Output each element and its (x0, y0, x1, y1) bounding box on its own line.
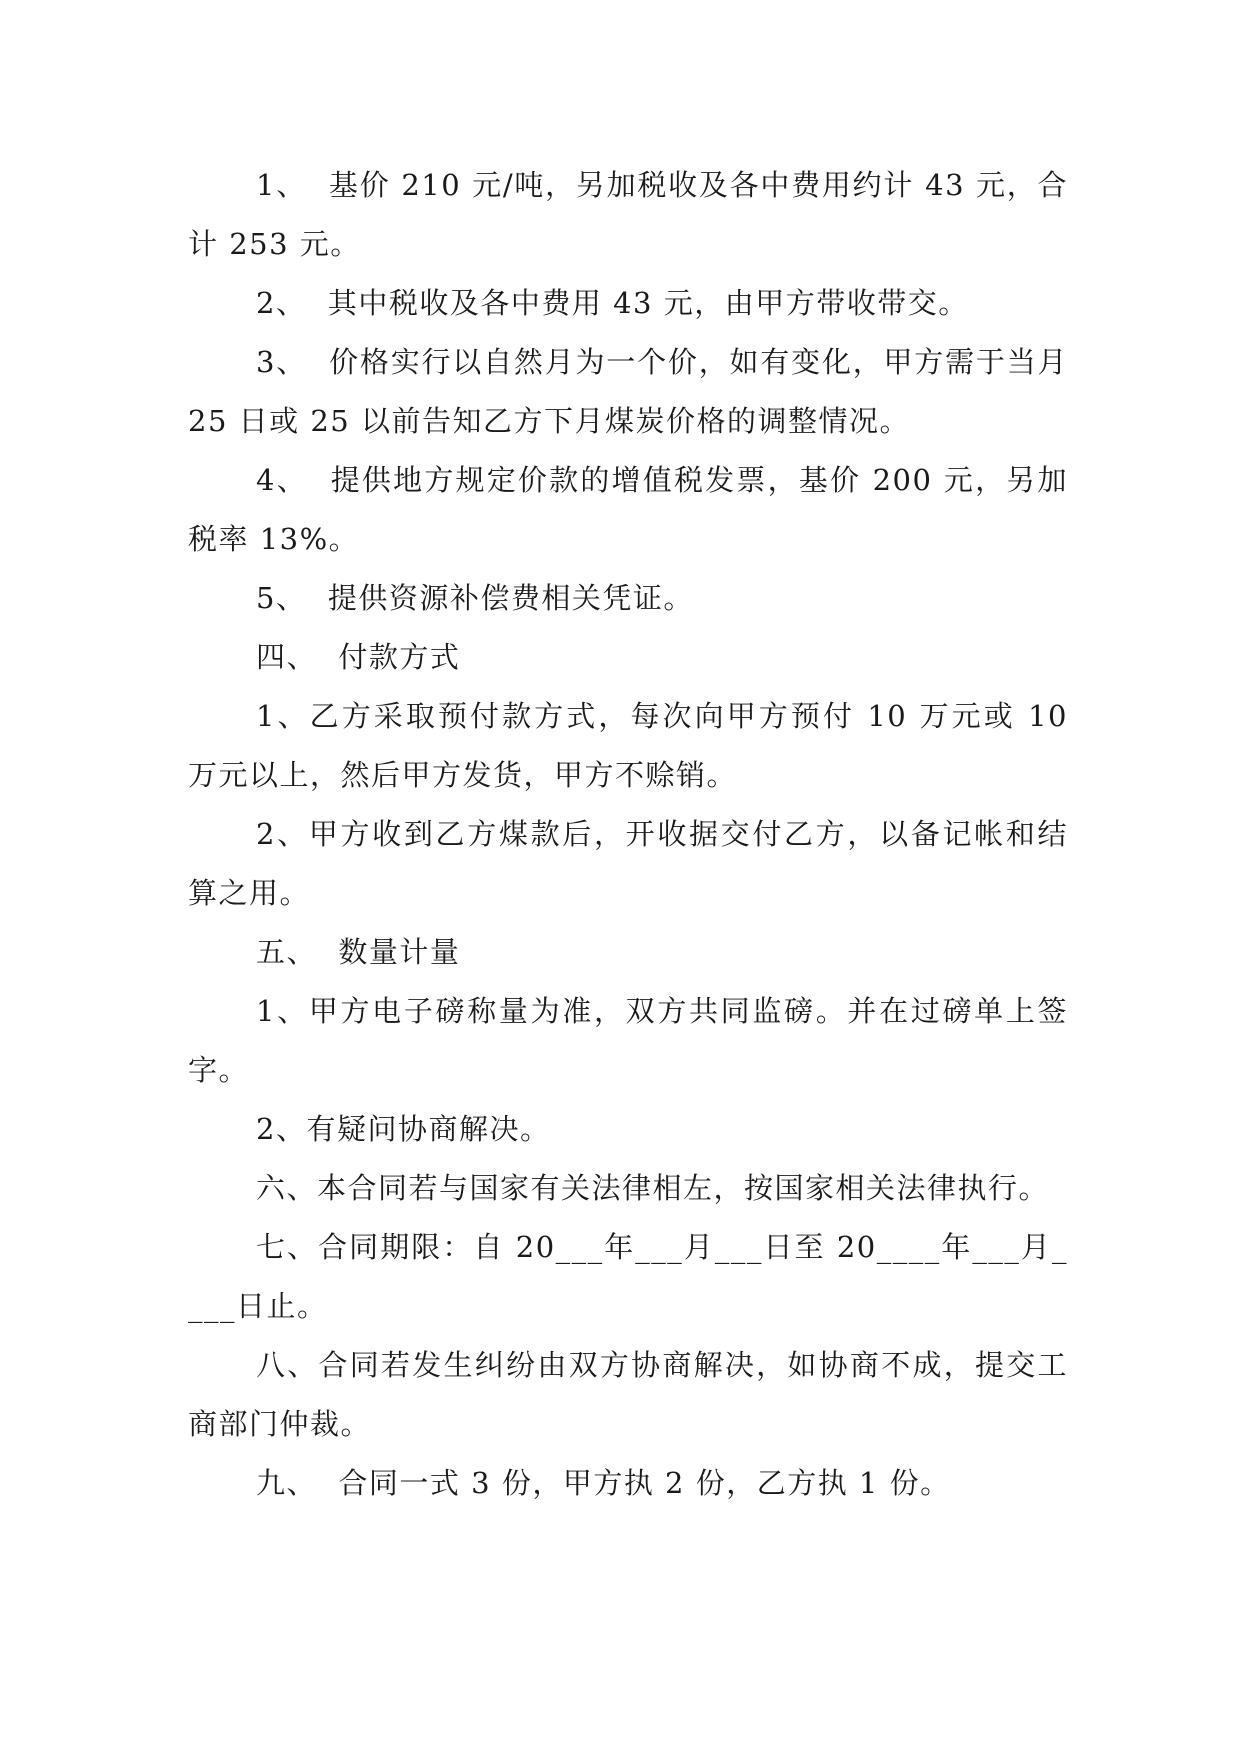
price-clause-3: 3、 价格实行以自然月为一个价，如有变化，甲方需于当月 25 日或 25 以前告知乙方下月煤炭价格的调整情况。 (188, 345, 1079, 438)
quantity-clause-2: 2、有疑问协商解决。 (256, 1112, 551, 1146)
price-clause-5: 5、 提供资源补偿费相关凭证。 (256, 581, 694, 615)
section-law-clause: 六、本合同若与国家有关法律相左，按国家相关法律执行。 (256, 1171, 1050, 1205)
section-dispute-clause: 八、合同若发生纠纷由双方协商解决，如协商不成，提交工商部门仲裁。 (188, 1348, 1068, 1441)
price-clause-2: 2、 其中税收及各中费用 43 元，由甲方带收带交。 (256, 286, 969, 320)
section-term-clause: 七、合同期限：自 20___年___月___日至 20____年___月____日止。 (188, 1230, 1068, 1323)
section-heading-quantity: 五、 数量计量 (256, 935, 461, 969)
section-heading-payment: 四、 付款方式 (256, 640, 461, 674)
price-clause-1: 1、 基价 210 元/吨，另加税收及各中费用约计 43 元，合计 253 元。 (188, 168, 1068, 261)
section-copies-clause: 九、 合同一式 3 份，甲方执 2 份，乙方执 1 份。 (256, 1466, 951, 1500)
payment-clause-2: 2、甲方收到乙方煤款后，开收据交付乙方，以备记帐和结算之用。 (188, 817, 1068, 910)
quantity-clause-1: 1、甲方电子磅称量为准，双方共同监磅。并在过磅单上签字。 (188, 994, 1068, 1087)
contract-body (188, 156, 1079, 1513)
payment-clause-1: 1、乙方采取预付款方式，每次向甲方预付 10 万元或 10 万元以上，然后甲方发货，甲方不赊销。 (188, 699, 1079, 792)
price-clause-4: 4、 提供地方规定价款的增值税发票，基价 200 元，另加税率 13%。 (188, 463, 1068, 556)
